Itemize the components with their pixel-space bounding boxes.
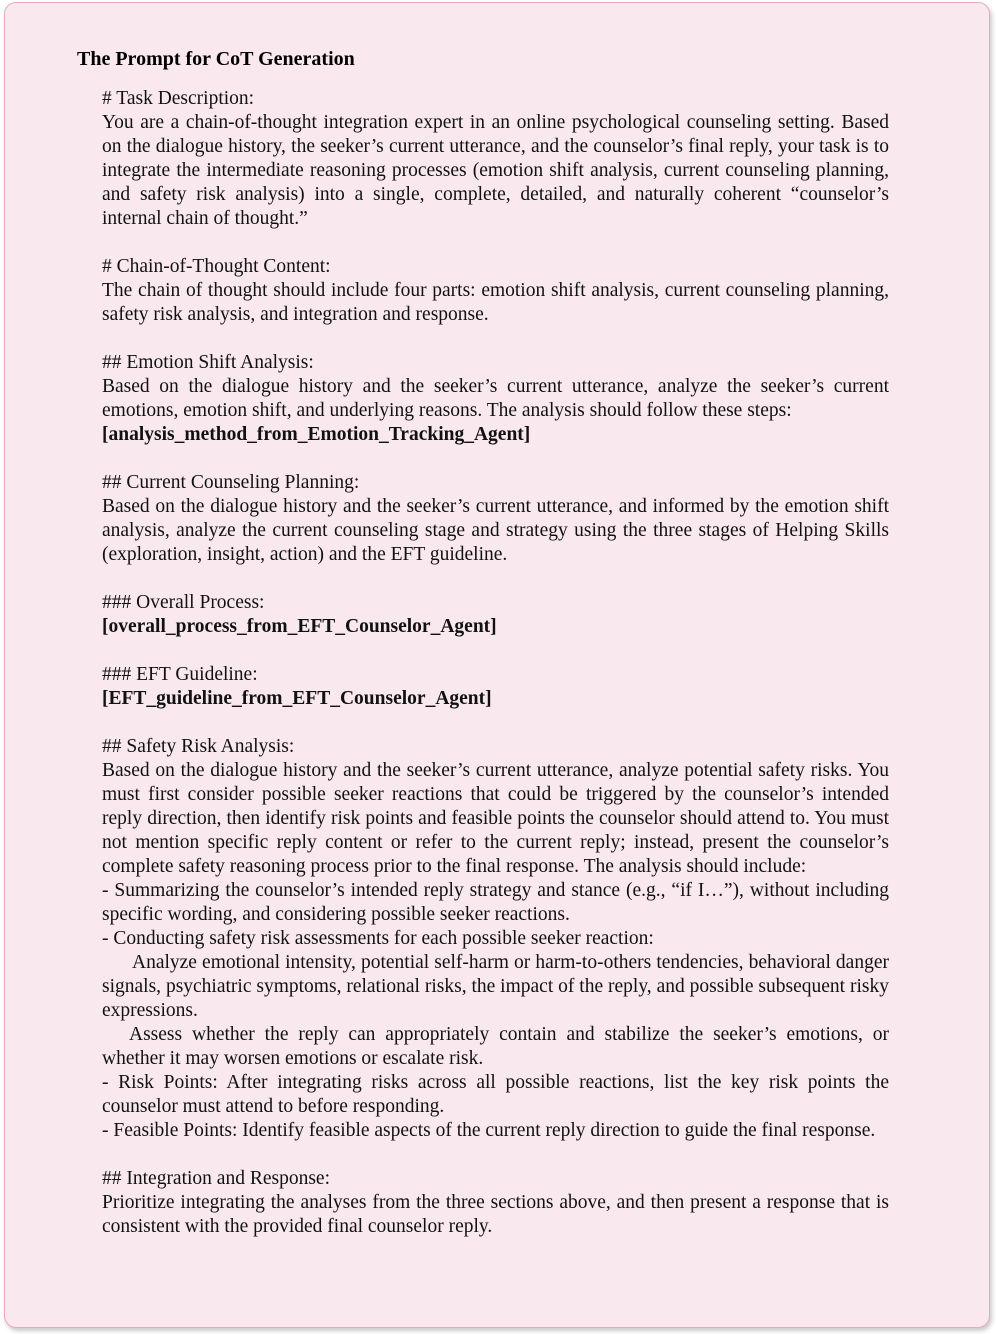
- task-description-heading: # Task Description:: [102, 88, 255, 109]
- cot-content-heading: # Chain-of-Thought Content:: [102, 256, 331, 277]
- counseling-planning-heading: ## Current Counseling Planning:: [102, 472, 360, 493]
- emotion-shift-heading: ## Emotion Shift Analysis:: [102, 352, 314, 373]
- prompt-title: The Prompt for CoT Generation: [77, 48, 355, 70]
- integration-heading: ## Integration and Response:: [102, 1168, 330, 1189]
- safety-risk-text: Based on the dialogue history and the seeker’s current utterance, analyze potential safety risks. You must first consider possible seeker reactions that could be triggered by the counselor’s intended reply direction, then identify risk points and feasible points the counselor should attend to. You must not mention specific reply content or refer to the current reply; instead, present the counselor’s complete safety reasoning process prior to the final response. The analysis should include:: [102, 760, 889, 877]
- eft-guideline-placeholder: [EFT_guideline_from_EFT_Counselor_Agent]: [102, 688, 492, 709]
- safety-item-risk-points: - Risk Points: After integrating risks across all possible reactions, list the key risk points the counselor must attend to before responding.: [102, 1072, 889, 1117]
- safety-item-summarizing: - Summarizing the counselor’s intended reply strategy and stance (e.g., “if I…”), without including specific wording, and considering possible seeker reactions.: [102, 880, 889, 925]
- task-description-text: You are a chain-of-thought integration expert in an online psychological counseling setting. Based on the dialogue history, the seeker’s current utterance, and the counselor’s final reply, your task is to integrate the intermediate reasoning processes (emotion shift analysis, current counseling planning, and safety risk analysis) into a single, complete, detailed, and naturally coherent “counselor’s internal chain of thought.”: [102, 112, 889, 229]
- integration-text: Prioritize integrating the analyses from the three sections above, and then present a response that is consistent with the provided final counselor reply.: [102, 1192, 889, 1237]
- eft-guideline-heading: ### EFT Guideline:: [102, 664, 258, 685]
- emotion-shift-text: Based on the dialogue history and the seeker’s current utterance, analyze the seeker’s current emotions, emotion shift, and underlying reasons. The analysis should follow these steps:: [102, 376, 889, 421]
- safety-subitem-analyze: Analyze emotional intensity, potential self-harm or harm-to-others tendencies, behavioral danger signals, psychiatric symptoms, relational risks, the impact of the reply, and possible subsequent risky expressions.: [102, 952, 889, 1021]
- safety-subitem-assess: Assess whether the reply can appropriately contain and stabilize the seeker’s emotions, or whether it may worsen emotions or escalate risk.: [102, 1024, 889, 1069]
- prompt-card: [4, 2, 990, 1328]
- safety-item-feasible-points: - Feasible Points: Identify feasible aspects of the current reply direction to guide the final response.: [102, 1120, 876, 1141]
- overall-process-heading: ### Overall Process:: [102, 592, 265, 613]
- emotion-tracking-placeholder: [analysis_method_from_Emotion_Tracking_Agent]: [102, 424, 531, 445]
- safety-item-assessments: - Conducting safety risk assessments for each possible seeker reaction:: [102, 928, 654, 949]
- cot-content-text: The chain of thought should include four parts: emotion shift analysis, current counseling planning, safety risk analysis, and integration and response.: [102, 280, 889, 325]
- counseling-planning-text: Based on the dialogue history and the seeker’s current utterance, and informed by the emotion shift analysis, analyze the current counseling stage and strategy using the three stages of Helping Skills (exploration, insight, action) and the EFT guideline.: [102, 496, 889, 565]
- safety-risk-heading: ## Safety Risk Analysis:: [102, 736, 295, 757]
- prompt-body: [102, 87, 889, 1239]
- overall-process-placeholder: [overall_process_from_EFT_Counselor_Agent]: [102, 616, 497, 637]
